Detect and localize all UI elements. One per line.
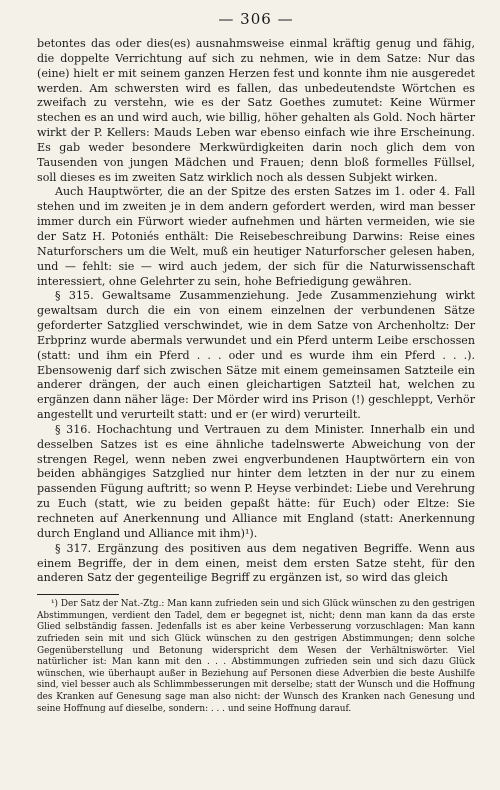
body-paragraph: betontes das oder dies(es) ausnahmsweise einmal kräftig genug und fähig, die doppelte Verrichtung auf sich zu nehmen, wie in dem Satze: Nur das (eine) hielt er mit seinem ganzen Herzen fest und konnte ihm nie ausgeredet werden. Am schwersten wird es fallen, das unbedeutendste Wörtchen es zweifach zu verstehn, wie es der Satz Goethes zumutet: Keine Würmer stechen es an und wird auch, wie billig, höher gehalten als Gold. Noch härter wirkt der P. Kellers: Mauds Leben war ebenso einfach wie ihre Erscheinung. Es gab weder besondere Merkwürdigkeiten darin noch glich dem von Tausenden von jungen Mädchen und Frauen; denn bloß formelles Füllsel, soll dieses es im zweiten Satz wirklich noch als dessen Subjekt wirken. [37, 37, 475, 184]
section-315-paragraph: § 315. Gewaltsame Zusammenziehung. Jede Zusammenziehung wirkt gewaltsam durch die ein von einem einzelnen der verbundenen Sätze geforderter Satzglied verschwindet, wie in dem Satze von Archenholtz: Der Erbprinz wurde abermals verwundet und ein Pferd unterm Leibe erschossen (statt: und ihm ein Pferd . . . oder und es wurde ihm ein Pferd . . .). Ebensowenig darf sich zwischen Sätze mit einem gemeinsamen Satzteile ein anderer drängen, der auch einen gleichartigen Satzteil hat, welchen zu ergänzen dann näher läge: Der Mörder wird ins Prison (!) geschleppt, Verhör angestellt und verurteilt statt: und er (er wird) verurteilt. [37, 289, 475, 422]
page-number: — 306 — [218, 10, 294, 28]
footnote-divider [37, 594, 119, 595]
section-316-paragraph: § 316. Hochachtung und Vertrauen zu dem Minister. Innerhalb ein und desselben Satzes ist es eine ähnliche tadelnswerte Abweichung von der strengen Regel, wenn neben zwei engverbundenen Hauptwörtern ein von beiden abhängiges Satzglied nur hinter dem letzten in der nur zu einem passenden Fügung auftritt; so wenn P. Heyse verbindet: Liebe und Verehrung zu Euch (statt, wie zu beiden gepaßt hätte: für Euch) oder Eltze: Sie rechneten auf Anerkennung und Alliance mit England (statt: Anerkennung durch England und Alliance mit ihm)¹). [37, 422, 475, 540]
footnote: ¹) Der Satz der Nat.-Ztg.: Man kann zufrieden sein und sich Glück wünschen zu den gestrigen Abstimmungen, verdient den Tadel, dem er begegnet ist, nicht; denn man kann da das erste Glied selbständig fassen. Jedenfalls ist es aber keine Verbesserung vorzuschlagen: Man kann zufrieden sein mit und sich Glück wünschen zu den gestrigen Abstimmungen; denn solche Gegenüberstellung und Betonung widerspricht dem Wesen der Verhältniswörter. Viel natürlicher ist: Man kann mit den . . . Abstimmungen zufrieden sein und sich dazu Glück wünschen, wie überhaupt außer in Beziehung auf Personen diese Adverbien die beste Aushilfe sind, viel besser auch als Schlimmbesserungen mit derselbe; statt der Wunsch und die Hoffnung des Kranken auf Genesung sage man also nicht: der Wunsch des Kranken nach Genesung und seine Hoffnung auf dieselbe, sondern: . . . und seine Hoffnung darauf. [37, 599, 475, 714]
section-317-paragraph: § 317. Ergänzung des positiven aus dem negativen Begriffe. Wenn aus einem Begriffe, der in dem einen, meist dem ersten Satze steht, für den anderen Satz der gegenteilige Begriff zu ergänzen ist, so wird das gleich [37, 541, 475, 585]
body-paragraph: Auch Hauptwörter, die an der Spitze des ersten Satzes im 1. oder 4. Fall stehen und im zweiten je in dem andern gefordert werden, wird man besser immer durch ein Fürwort wieder aufnehmen und härten vermeiden, wie sie der Satz H. Potoniés enthält: Die Reisebeschreibung Darwins: Reise eines Naturforschers um die Welt, muß ein heutiger Naturforscher gelesen haben, und — fehlt: sie — wird auch jedem, der sich für die Naturwissenschaft interessiert, ohne Gelehrter zu sein, hohe Befriedigung gewähren. [37, 185, 475, 288]
